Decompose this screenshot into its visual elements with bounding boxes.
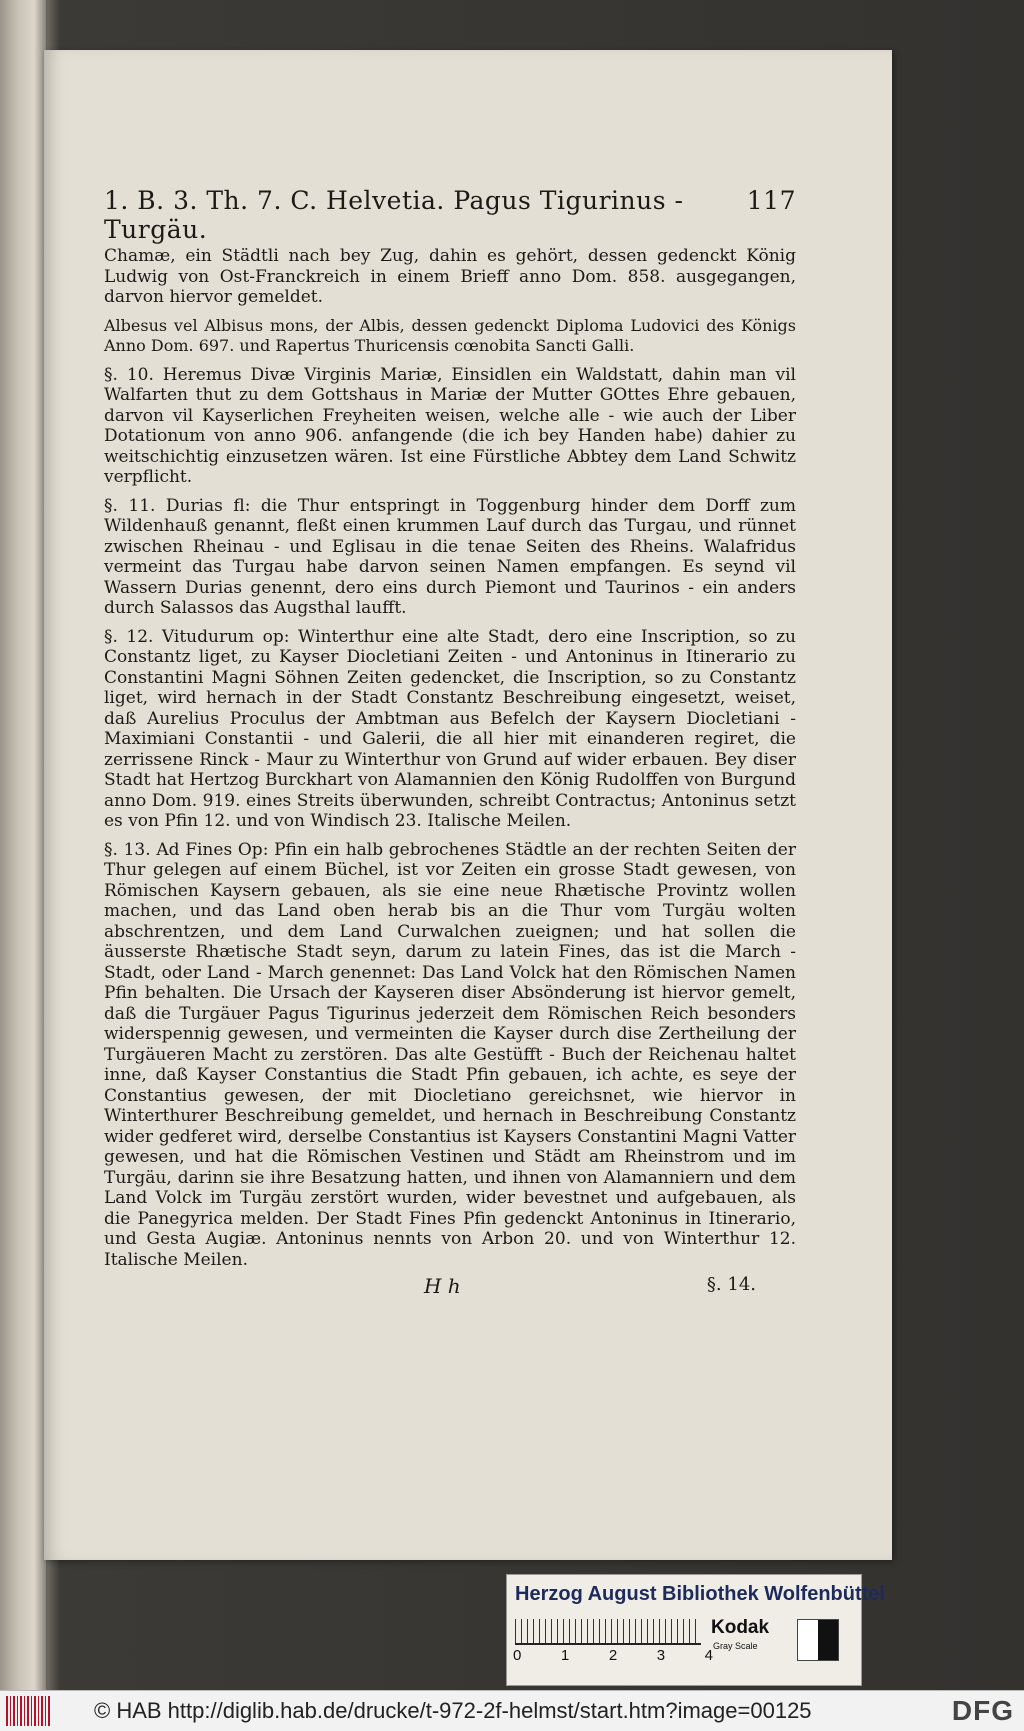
catchword: §. 14. (706, 1274, 756, 1295)
ruler-number: 3 (656, 1647, 666, 1664)
ruler-number: 2 (608, 1647, 618, 1664)
running-head (104, 186, 796, 244)
kodak-gray-scale-label: Gray Scale (713, 1641, 758, 1651)
library-name: Herzog August Bibliothek Wolfenbüttel (515, 1583, 885, 1605)
ruler-numbers (513, 1647, 713, 1664)
book-page (44, 50, 892, 1560)
paragraph-chamae: Chamæ, ein Städtli nach bey Zug, dahin es gehört, dessen gedenckt König Ludwig von Ost-Franckreich in einem Brieff anno Dom. 858. ausgegangen, darvon hiervor gemeldet. (104, 246, 796, 307)
paragraph-section-13: §. 13. Ad Fines Op: Pfin ein halb gebrochenes Städtle an der rechten Seiten der Thur gelegen auf einem Büchel, ist vor Zeiten ein grosse Stadt gewesen, von Römischen Kaysern gebauen, als sie eine neue Rhætische Provintz wollen machen, und das Land oben herab bis an die Thur vom Turgäu wolten abschrentzen, und dem Land Curwalchen zueignen; und hat sollen die äusserste Rhætische Stadt seyn, darum zu latein Fines, das ist die March - Stadt, oder Land - March genennet: Das Land Volck hat den Römischen Namen Pfin behalten. Die Ursach der Kayseren diser Absönderung ist hiervor gemelt, daß die Turgäuer Pagus Tigurinus jederzeit dem Römischen Reich besonders widerspennig gewesen, und vermeinten die Kayser durch dise Zertheilung der Turgäueren Macht zu zerstören. Das alte Gestüfft - Buch der Reichenau haltet inne, daß Kayser Constantius die Stadt Pfin gebauen, ich achte, es seye der Constantius gewesen, der mit Diocletiano gereichsnet, wie hiervor in Winterthurer Beschreibung gemeldet, und hernach in Beschreibung Constantz wider gedferet wird, derselbe Constantius ist Kaysers Constantini Magni Vatter gewesen, und hat die Römischen Vestinen und Städt am Rheinstrom und im Turgäu, darinn sie ihre Besatzung hatten, und ihnen von Alamanniern und dem Land Volck im Turgäu zerstört wurden, wider bevestnet und aufgebauen, als die Panegyrica melden. Der Stadt Fines Pfin gedenckt Antoninus in Itinerario, und Gesta Augiæ. Antoninus nennts von Arbon 20. und von Winterthur 12. Italische Meilen. (104, 839, 796, 1270)
scale-ruler (515, 1619, 701, 1645)
paragraph-section-10: §. 10. Heremus Divæ Virginis Mariæ, Einsidlen ein Waldstatt, dahin man vil Walfarten thut zu dem Gottshaus in Mariæ der Mutter GOttes Ehre gebauen, darvon vil Kayserlichen Freyheiten weisen, welche alle - wie auch der Liber Dotationum von anno 906. anfangende (die ich bey Handen habe) dahier zu weitschichtig einzusetzen wären. Ist eine Fürstliche Abbtey dem Land Schwitz verpflicht. (104, 364, 796, 487)
ruler-number: 4 (704, 1647, 713, 1664)
ruler-number: 0 (513, 1647, 522, 1664)
paragraph-section-11: §. 11. Durias fl: die Thur entspringt in Toggenburg hinder dem Dorff zum Wildenhauß genannt, fleßt einen krummen Lauf durch das Turgau, und rünnet zwischen Rheinau - und Eglisau in die tenae Seiten des Rheins. Walafridus vermeint das Turgau habe darvon seinen Namen empfangen. Es seynd vil Wassern Durias genennt, dero eins durch Piemont und Taurinos - ein anders durch Salassos das Augsthal laufft. (104, 495, 796, 618)
facing-page-edge (0, 0, 46, 1690)
running-head-title: 1. B. 3. Th. 7. C. Helvetia. Pagus Tigurinus - Turgäu. (104, 186, 684, 244)
signature-line (104, 1274, 796, 1298)
paragraph-albis: Albesus vel Albisus mons, der Albis, dessen gedenckt Diploma Ludovici des Königs Anno Dom. 697. und Rapertus Thuricensis cœnobita Sancti Galli. (104, 315, 796, 355)
hab-barcode-icon (6, 1696, 50, 1726)
signature-mark: H h (424, 1274, 461, 1298)
ruler-number: 1 (560, 1647, 570, 1664)
kodak-logo: Kodak (711, 1617, 770, 1638)
page-number: 117 (746, 186, 796, 215)
dfg-logo: DFG (951, 1695, 1014, 1726)
gray-scale-patch (797, 1619, 839, 1661)
copyright-link[interactable]: © HAB http://diglib.hab.de/drucke/t-972-2f-helmst/start.htm?image=00125 (94, 1698, 812, 1723)
paragraph-section-12: §. 12. Vitudurum op: Winterthur eine alte Stadt, dero eine Inscription, so zu Constantz liget, zu Kayser Diocletiani Zeiten - und Antoninus in Itinerario zu Constantini Magni Söhnen Zeiten gedencket, die Inscription, so zu Constantz liget, wird hernach in der Stadt Constantz Beschreibung eingesetzt, weiset, daß Aurelius Proculus der Ambtman aus Befelch der Kaysern Diocletiani - Maximiani Constantii - und Galerii, die all hier mit einanderen regiret, die zerrissene Rinck - Maur zu Winterthur von Grund auf wider erbauen. Bey diser Stadt hat Hertzog Burckhart von Alamannien den König Rudolffen von Burgund anno Dom. 919. eines Streits überwunden, schreibt Contractus; Antoninus setzt es von Pfin 12. und von Windisch 23. Italische Meilen. (104, 626, 796, 831)
library-color-card (506, 1574, 885, 1686)
page-text-block (104, 186, 796, 1298)
footer-bar (0, 1690, 1024, 1731)
